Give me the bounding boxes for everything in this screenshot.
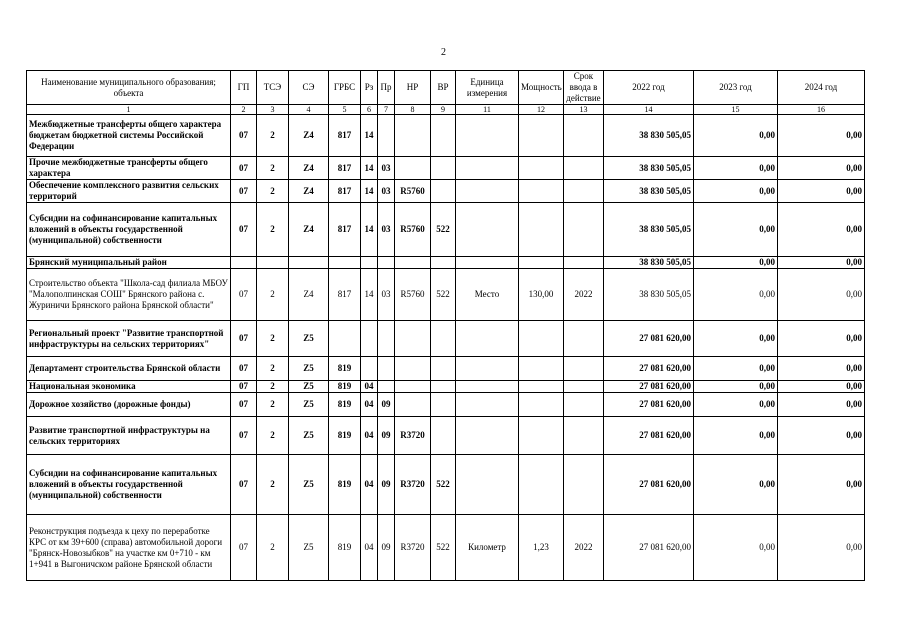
table-cell: Z4 — [289, 157, 329, 180]
table-cell — [395, 115, 431, 157]
table-cell: 14 — [361, 203, 378, 257]
table-cell: 0,00 — [694, 417, 778, 455]
table-cell: 07 — [231, 157, 257, 180]
table-cell: 0,00 — [778, 357, 865, 381]
column-number: 9 — [431, 105, 456, 115]
column-number: 3 — [257, 105, 289, 115]
table-cell: 07 — [231, 269, 257, 321]
table-cell: 2022 — [564, 515, 604, 581]
table-cell — [395, 381, 431, 393]
table-row — [27, 515, 865, 581]
table-cell: 522 — [431, 515, 456, 581]
table-cell: 0,00 — [694, 381, 778, 393]
table-row — [27, 455, 865, 515]
table-cell: 2022 — [564, 269, 604, 321]
table-cell — [456, 157, 519, 180]
table-cell — [564, 393, 604, 417]
table-row — [27, 269, 865, 321]
table-cell: Z4 — [289, 180, 329, 203]
table-cell — [564, 115, 604, 157]
table-cell: 0,00 — [778, 115, 865, 157]
table-cell: 38 830 505,05 — [604, 203, 694, 257]
table-cell: 0,00 — [778, 381, 865, 393]
table-cell: 0,00 — [694, 515, 778, 581]
table-row — [27, 393, 865, 417]
table-cell — [519, 180, 564, 203]
table-cell — [456, 393, 519, 417]
row-name-cell: Реконструкция подъезда к цеху по переработке КРС от км 39+600 (справа) автомобильной дороги "Брянск-Новозыбков" на участке км 0+710 - км 1+941 в Выгоничском районе Брянской области — [27, 515, 231, 581]
table-row — [27, 203, 865, 257]
table-cell: 04 — [361, 455, 378, 515]
table-row — [27, 180, 865, 203]
table-cell — [431, 157, 456, 180]
table-cell — [564, 180, 604, 203]
column-number: 7 — [378, 105, 395, 115]
table-cell: 0,00 — [694, 157, 778, 180]
table-row — [27, 381, 865, 393]
table-cell: R3720 — [395, 515, 431, 581]
table-cell: 09 — [378, 393, 395, 417]
table-cell: Z5 — [289, 417, 329, 455]
table-cell — [431, 393, 456, 417]
table-cell: 27 081 620,00 — [604, 321, 694, 357]
table-cell — [395, 257, 431, 269]
table-cell: 1,23 — [519, 515, 564, 581]
table-cell — [564, 455, 604, 515]
table-cell — [519, 417, 564, 455]
column-header: 2022 год — [604, 71, 694, 105]
table-cell: 0,00 — [694, 115, 778, 157]
table-cell — [361, 321, 378, 357]
table-cell: 0,00 — [778, 269, 865, 321]
table-row — [27, 115, 865, 157]
table-cell: Z4 — [289, 203, 329, 257]
table-cell: 2 — [257, 455, 289, 515]
table-cell: 0,00 — [778, 203, 865, 257]
table-cell — [431, 257, 456, 269]
table-cell: 38 830 505,05 — [604, 257, 694, 269]
row-name-cell: Региональный проект "Развитие транспортной инфраструктуры на сельских территориях" — [27, 321, 231, 357]
table-cell — [378, 115, 395, 157]
column-header: НР — [395, 71, 431, 105]
table-cell: 27 081 620,00 — [604, 455, 694, 515]
table-cell: 07 — [231, 321, 257, 357]
table-cell: R3720 — [395, 455, 431, 515]
table-cell: 817 — [329, 180, 361, 203]
table-cell: 07 — [231, 417, 257, 455]
table-cell — [431, 417, 456, 455]
table-cell — [431, 357, 456, 381]
table-cell: 04 — [361, 381, 378, 393]
column-header: Срок ввода в действие — [564, 71, 604, 105]
table-cell — [395, 357, 431, 381]
table-row — [27, 321, 865, 357]
table-cell — [564, 381, 604, 393]
page-number: 2 — [441, 47, 446, 58]
table-cell: 2 — [257, 357, 289, 381]
row-name-cell: Дорожное хозяйство (дорожные фонды) — [27, 393, 231, 417]
table-cell: Z4 — [289, 269, 329, 321]
table-cell: 0,00 — [778, 321, 865, 357]
table-body — [27, 115, 865, 581]
table-cell — [456, 357, 519, 381]
table-cell: 2 — [257, 321, 289, 357]
column-header: ТСЭ — [257, 71, 289, 105]
table-cell: 09 — [378, 455, 395, 515]
table-cell: 0,00 — [778, 515, 865, 581]
table-cell: 819 — [329, 417, 361, 455]
table-cell: 14 — [361, 269, 378, 321]
table-cell: 03 — [378, 269, 395, 321]
table-cell: 03 — [378, 180, 395, 203]
table-row — [27, 257, 865, 269]
table-cell — [564, 257, 604, 269]
table-cell — [456, 180, 519, 203]
table-cell — [519, 115, 564, 157]
table-cell: 07 — [231, 455, 257, 515]
table-cell: 38 830 505,05 — [604, 115, 694, 157]
table-cell: R5760 — [395, 203, 431, 257]
table-cell — [431, 180, 456, 203]
table-cell: 0,00 — [778, 180, 865, 203]
row-name-cell: Развитие транспортной инфраструктуры на сельских территориях — [27, 417, 231, 455]
table-cell: 07 — [231, 515, 257, 581]
table-cell: 0,00 — [694, 321, 778, 357]
table-cell: 522 — [431, 269, 456, 321]
table-cell: 27 081 620,00 — [604, 393, 694, 417]
table-cell: 07 — [231, 357, 257, 381]
table-cell: 0,00 — [694, 393, 778, 417]
table-cell: 819 — [329, 455, 361, 515]
table-cell: 0,00 — [694, 357, 778, 381]
column-header: СЭ — [289, 71, 329, 105]
table-cell — [329, 321, 361, 357]
table-cell — [519, 393, 564, 417]
table-cell — [519, 357, 564, 381]
column-header: ГРБС — [329, 71, 361, 105]
table-cell — [456, 455, 519, 515]
row-name-cell: Прочие межбюджетные трансферты общего характера — [27, 157, 231, 180]
table-cell: 04 — [361, 417, 378, 455]
column-header: Единица измерения — [456, 71, 519, 105]
table-cell: R3720 — [395, 417, 431, 455]
table-cell — [519, 157, 564, 180]
row-name-cell: Обеспечение комплексного развития сельских территорий — [27, 180, 231, 203]
table-cell: 2 — [257, 157, 289, 180]
row-name-cell: Субсидии на софинансирование капитальных вложений в объекты государственной (муниципальной) собственности — [27, 203, 231, 257]
column-number: 11 — [456, 105, 519, 115]
table-cell: 0,00 — [778, 257, 865, 269]
table-cell — [519, 455, 564, 515]
table-cell: Z5 — [289, 381, 329, 393]
table-cell — [431, 321, 456, 357]
table-cell — [431, 115, 456, 157]
table-cell: 07 — [231, 381, 257, 393]
table-cell: 0,00 — [778, 417, 865, 455]
table-cell: 819 — [329, 515, 361, 581]
table-cell: 0,00 — [694, 455, 778, 515]
table-cell: 0,00 — [694, 257, 778, 269]
table-cell — [519, 321, 564, 357]
row-name-cell: Строительство объекта "Школа-сад филиала МБОУ "Малополпинская СОШ" Брянского района с. Журиничи Брянского района Брянской области" — [27, 269, 231, 321]
table-cell: 03 — [378, 203, 395, 257]
table-cell: 14 — [361, 180, 378, 203]
table-cell: 2 — [257, 417, 289, 455]
table-cell: 819 — [329, 393, 361, 417]
column-number: 5 — [329, 105, 361, 115]
table-cell: 38 830 505,05 — [604, 269, 694, 321]
table-cell: 14 — [361, 115, 378, 157]
table-cell: Z5 — [289, 515, 329, 581]
table-cell: 817 — [329, 115, 361, 157]
table-row — [27, 417, 865, 455]
table-cell — [564, 357, 604, 381]
table-cell: Z5 — [289, 393, 329, 417]
column-header: Мощность — [519, 71, 564, 105]
table-cell: 04 — [361, 393, 378, 417]
table-cell — [456, 417, 519, 455]
table-cell — [378, 321, 395, 357]
table-cell — [378, 257, 395, 269]
table-cell — [456, 203, 519, 257]
table-cell: 817 — [329, 269, 361, 321]
table-cell — [519, 203, 564, 257]
table-cell — [431, 381, 456, 393]
table-cell: 27 081 620,00 — [604, 515, 694, 581]
table-cell: 09 — [378, 417, 395, 455]
table-cell: 0,00 — [778, 157, 865, 180]
table-cell — [519, 257, 564, 269]
table-cell: Z5 — [289, 455, 329, 515]
table-cell — [231, 257, 257, 269]
table-cell: 07 — [231, 180, 257, 203]
row-name-cell: Департамент строительства Брянской области — [27, 357, 231, 381]
table-cell: 522 — [431, 203, 456, 257]
table-cell: 27 081 620,00 — [604, 357, 694, 381]
column-number-row — [27, 105, 865, 115]
column-header: 2023 год — [694, 71, 778, 105]
column-number: 4 — [289, 105, 329, 115]
table-cell: Z4 — [289, 115, 329, 157]
column-header: Наименование муниципального образования; объекта — [27, 71, 231, 105]
table-cell — [564, 203, 604, 257]
table-cell: 2 — [257, 269, 289, 321]
column-header: 2024 год — [778, 71, 865, 105]
table-cell: 0,00 — [694, 269, 778, 321]
column-number: 13 — [564, 105, 604, 115]
table-cell — [456, 381, 519, 393]
table-row — [27, 157, 865, 180]
table-cell: R5760 — [395, 180, 431, 203]
table-cell: Километр — [456, 515, 519, 581]
table-cell: 04 — [361, 515, 378, 581]
table-cell: 03 — [378, 157, 395, 180]
column-number: 14 — [604, 105, 694, 115]
table-cell: 0,00 — [694, 203, 778, 257]
column-number: 15 — [694, 105, 778, 115]
row-name-cell: Национальная экономика — [27, 381, 231, 393]
column-number: 2 — [231, 105, 257, 115]
column-header: Рз — [361, 71, 378, 105]
table-cell: 07 — [231, 115, 257, 157]
table-cell: R5760 — [395, 269, 431, 321]
table-row — [27, 357, 865, 381]
column-header: ГП — [231, 71, 257, 105]
table-cell: 819 — [329, 357, 361, 381]
table-cell — [378, 381, 395, 393]
table-cell — [564, 417, 604, 455]
table-cell: 2 — [257, 515, 289, 581]
column-number: 6 — [361, 105, 378, 115]
table-cell: 130,00 — [519, 269, 564, 321]
column-number: 16 — [778, 105, 865, 115]
column-number: 8 — [395, 105, 431, 115]
table-cell: Z5 — [289, 357, 329, 381]
table-cell: 07 — [231, 393, 257, 417]
table-cell — [361, 257, 378, 269]
table-cell — [361, 357, 378, 381]
table-cell: 817 — [329, 157, 361, 180]
budget-table — [26, 70, 865, 581]
table-cell: 817 — [329, 203, 361, 257]
row-name-cell: Межбюджетные трансферты общего характера бюджетам бюджетной системы Российской Федерации — [27, 115, 231, 157]
table-cell: 14 — [361, 157, 378, 180]
column-number: 1 — [27, 105, 231, 115]
table-cell: 522 — [431, 455, 456, 515]
table-cell — [456, 257, 519, 269]
table-cell: 07 — [231, 203, 257, 257]
table-cell — [378, 357, 395, 381]
table-cell: 2 — [257, 393, 289, 417]
table-cell: 0,00 — [778, 455, 865, 515]
table-cell: Z5 — [289, 321, 329, 357]
table-cell — [519, 381, 564, 393]
table-cell — [257, 257, 289, 269]
table-cell: 0,00 — [694, 180, 778, 203]
column-number: 12 — [519, 105, 564, 115]
table-cell: 2 — [257, 180, 289, 203]
table-cell: 38 830 505,05 — [604, 157, 694, 180]
table-cell: Место — [456, 269, 519, 321]
table-cell: 0,00 — [778, 393, 865, 417]
table-cell — [329, 257, 361, 269]
row-name-cell: Брянский муниципальный район — [27, 257, 231, 269]
table-cell: 27 081 620,00 — [604, 417, 694, 455]
column-header: Пр — [378, 71, 395, 105]
column-header: ВР — [431, 71, 456, 105]
table-cell: 38 830 505,05 — [604, 180, 694, 203]
table-cell — [564, 157, 604, 180]
table-cell — [564, 321, 604, 357]
table-cell: 819 — [329, 381, 361, 393]
table-cell: 2 — [257, 381, 289, 393]
table-cell — [395, 321, 431, 357]
table-cell — [456, 115, 519, 157]
table-cell — [395, 157, 431, 180]
table-cell — [456, 321, 519, 357]
header-row — [27, 71, 865, 105]
table-cell: 09 — [378, 515, 395, 581]
table-cell: 2 — [257, 115, 289, 157]
table-cell: 27 081 620,00 — [604, 381, 694, 393]
table-cell: 2 — [257, 203, 289, 257]
table-cell — [395, 393, 431, 417]
row-name-cell: Субсидии на софинансирование капитальных вложений в объекты государственной (муниципальной) собственности — [27, 455, 231, 515]
table-cell — [289, 257, 329, 269]
